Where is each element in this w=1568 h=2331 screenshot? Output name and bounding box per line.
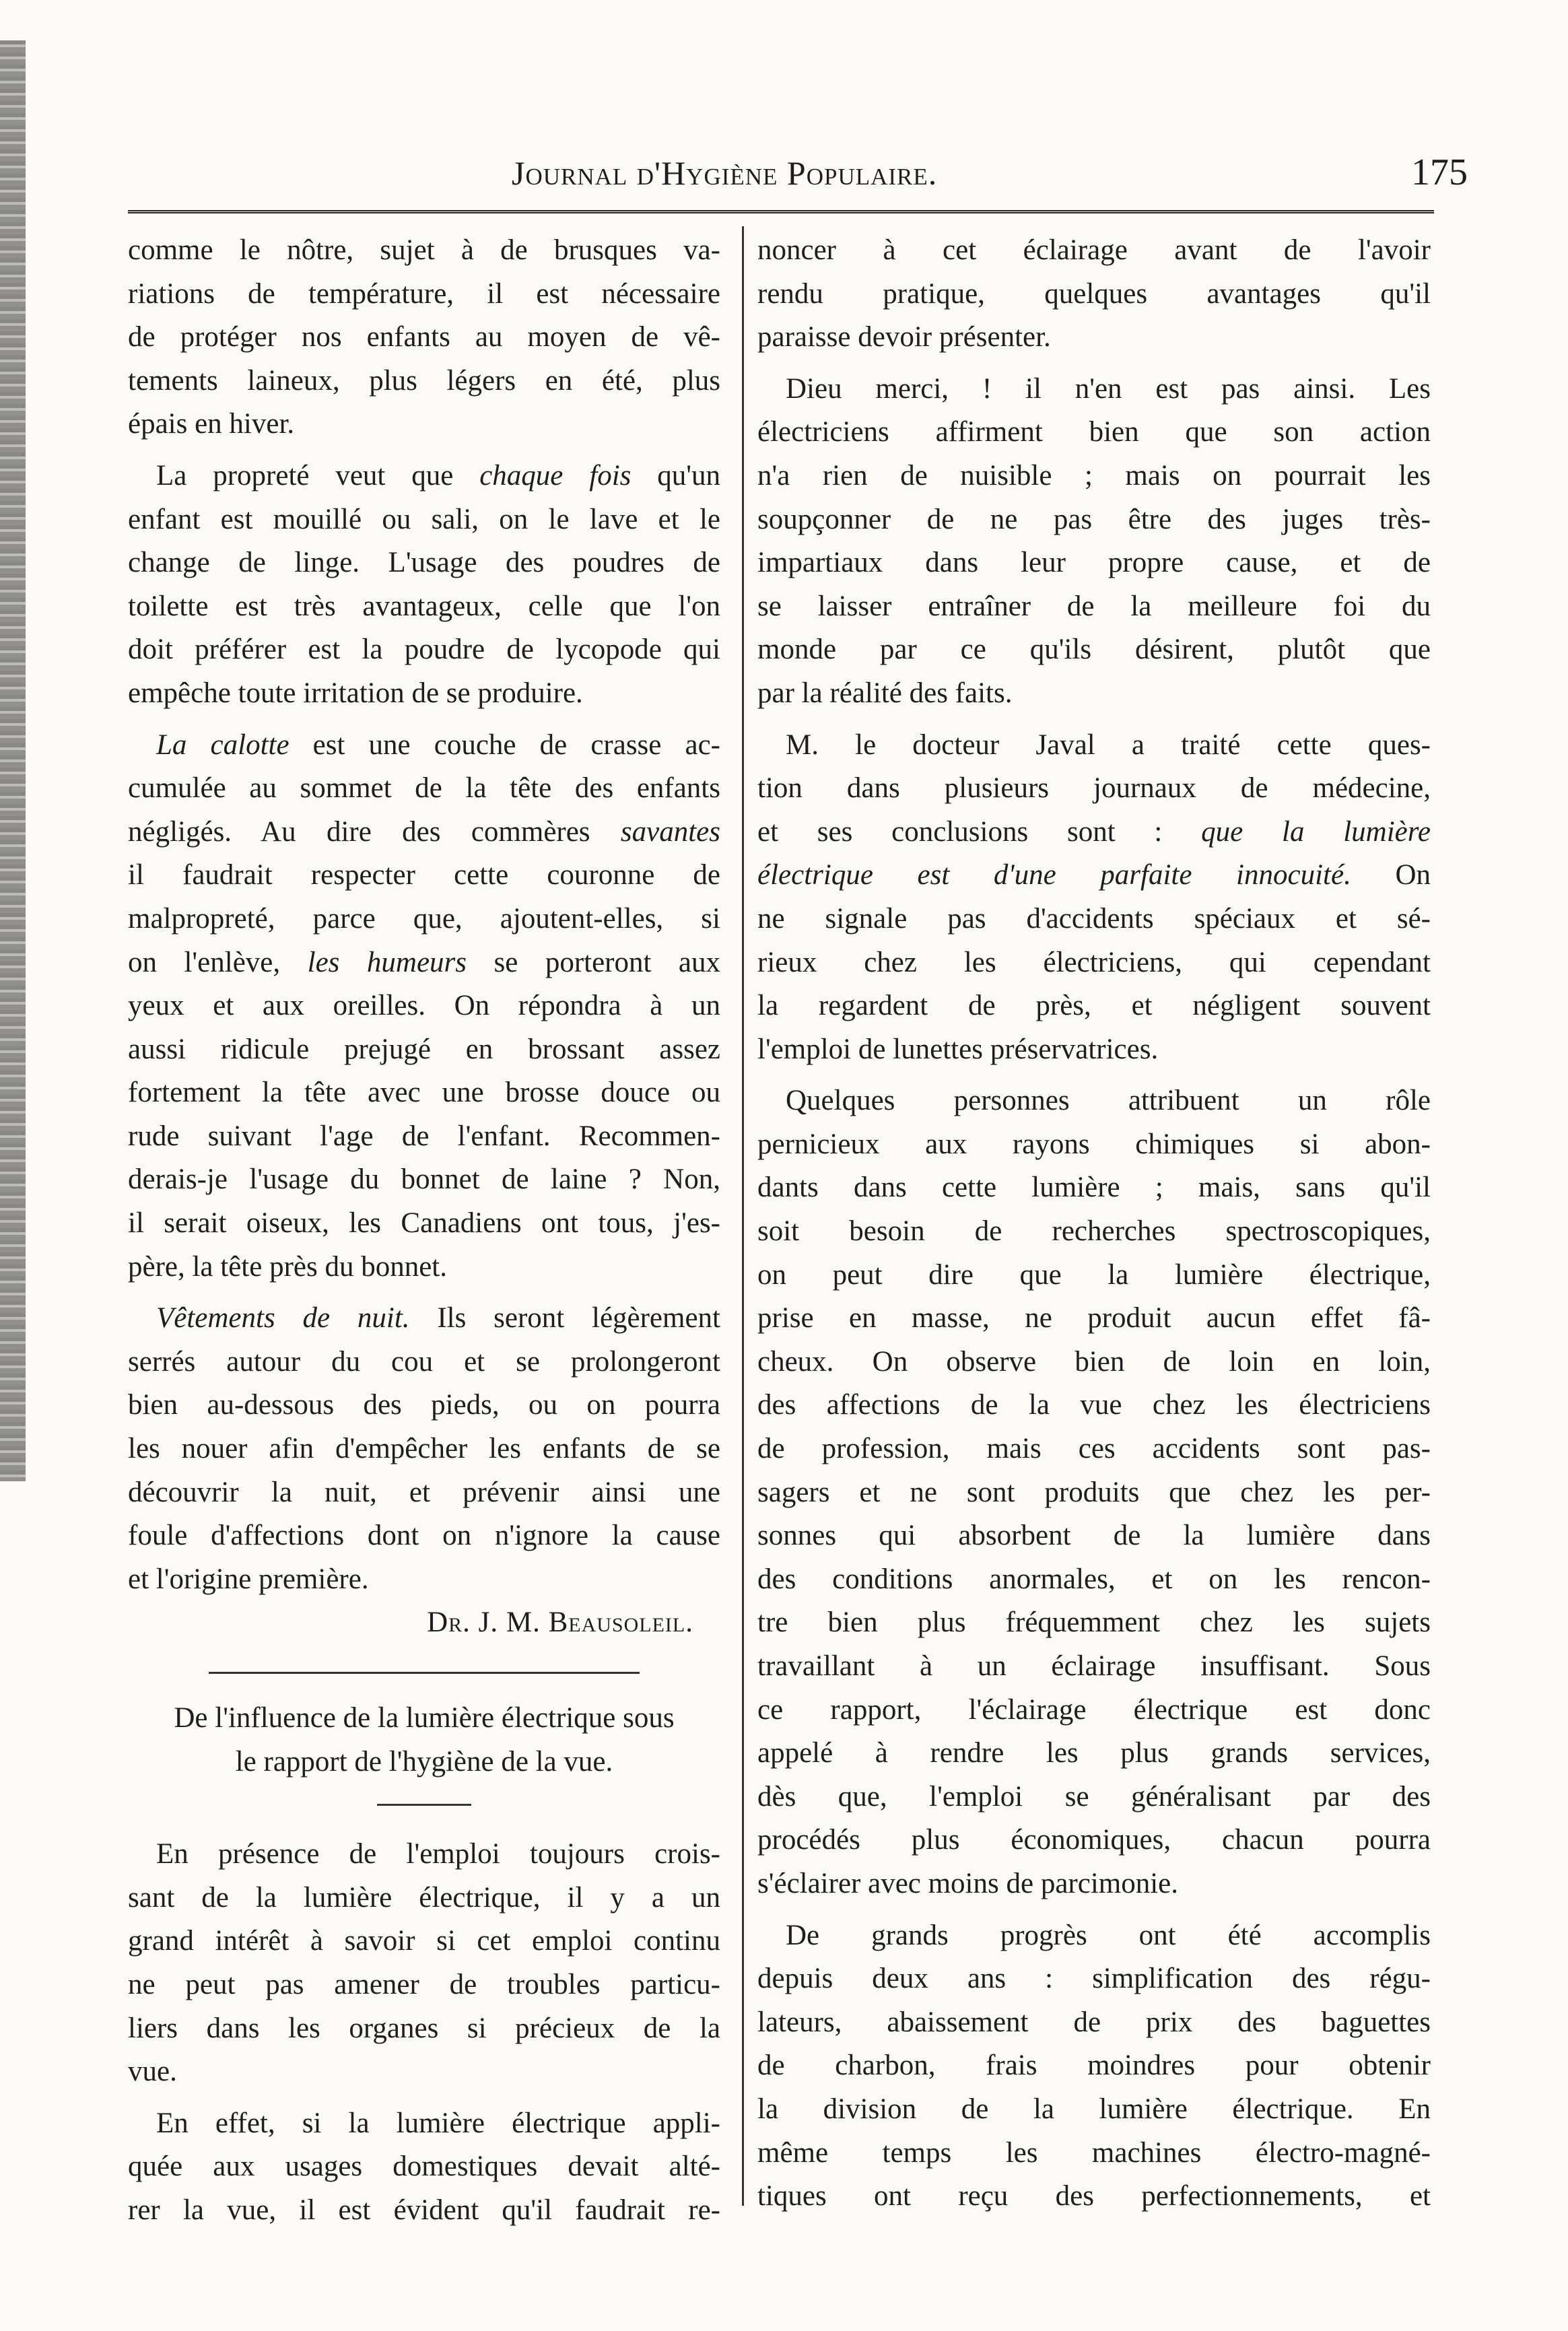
text-line: dès que, l'emploi se généralisant par des <box>757 1780 1431 1813</box>
text-line: se laisser entraîner de la meilleure foi du <box>757 590 1431 622</box>
text-line: doit préférer est la poudre de lycopode qui <box>128 634 720 666</box>
text-line: tion dans plusieurs journaux de médecine, <box>757 772 1431 805</box>
page-number: 175 <box>1411 151 1468 193</box>
text-line: prise en masse, ne produit aucun effet fâ- <box>757 1302 1431 1335</box>
text-line: rer la vue, il est évident qu'il faudrait re- <box>128 2194 720 2226</box>
text-line: monde par ce qu'ils désirent, plutôt que <box>757 634 1431 666</box>
left-column <box>128 229 720 2233</box>
text-line: La propreté veut que chaque fois qu'un <box>156 459 720 492</box>
section-title <box>128 1697 720 1784</box>
text-line: riations de température, il est nécessaire <box>128 277 720 310</box>
text-line: les nouer afin d'empêcher les enfants de se <box>128 1433 720 1465</box>
text-line: malpropreté, parce que, ajoutent-elles, si <box>128 902 720 935</box>
text-line: de profession, mais ces accidents sont pas- <box>757 1433 1431 1465</box>
text-line: rendu pratique, quelques avantages qu'il <box>757 277 1431 310</box>
text-line: La calotte est une couche de crasse ac- <box>156 729 720 761</box>
text-line: électriciens affirment bien que son action <box>757 416 1431 448</box>
text-line: change de linge. L'usage des poudres de <box>128 547 720 579</box>
text-line: l'emploi de lunettes préservatrices. <box>757 1033 1159 1065</box>
text-line: cheux. On observe bien de loin en loin, <box>757 1345 1431 1378</box>
paragraph <box>757 1914 1431 2219</box>
text-line: enfant est mouillé ou sali, on le lave et le <box>128 503 720 535</box>
binding-edge <box>0 40 26 1481</box>
text-line: soit besoin de recherches spectroscopiques, <box>757 1215 1431 1248</box>
text-line: Quelques personnes attribuent un rôle <box>786 1085 1431 1117</box>
paragraph <box>128 229 720 446</box>
text-line: ce rapport, l'éclairage électrique est donc <box>757 1693 1431 1726</box>
text-line: pernicieux aux rayons chimiques si abon- <box>757 1128 1431 1160</box>
text-line: M. le docteur Javal a traité cette ques- <box>786 729 1431 761</box>
section-title-line: le rapport de l'hygiène de la vue. <box>235 1745 613 1778</box>
text-line: yeux et aux oreilles. On répondra à un <box>128 990 720 1022</box>
text-line: impartiaux dans leur propre cause, et de <box>757 547 1431 579</box>
paragraph <box>128 724 720 1289</box>
text-line: travaillant à un éclairage insuffisant. Sous <box>757 1650 1431 1682</box>
text-line: rieux chez les électriciens, qui cependant <box>757 946 1431 978</box>
text-line: de protéger nos enfants au moyen de vê- <box>128 321 720 353</box>
text-line: ne signale pas d'accidents spéciaux et sé- <box>757 902 1431 935</box>
text-line: la regardent de près, et négligent souvent <box>757 990 1431 1022</box>
text-line: quée aux usages domestiques devait alté- <box>128 2151 720 2183</box>
text-line: électrique est d'une parfaite innocuité. On <box>757 859 1431 891</box>
text-line: négligés. Au dire des commères savantes <box>128 815 720 848</box>
text-line: empêche toute irritation de se produire. <box>128 677 583 709</box>
page-header <box>148 151 1468 201</box>
text-line: on peut dire que la lumière électrique, <box>757 1258 1431 1291</box>
text-line: lateurs, abaissement de prix des baguettes <box>757 2006 1431 2038</box>
text-line: même temps les machines électro-magné- <box>757 2136 1431 2169</box>
paragraph <box>757 229 1431 360</box>
text-line: appelé à rendre les plus grands services, <box>757 1737 1431 1769</box>
paragraph <box>757 368 1431 716</box>
text-line: découvrir la nuit, et prévenir ainsi une <box>128 1476 720 1508</box>
text-line: paraisse devoir présenter. <box>757 321 1051 353</box>
text-line: la division de la lumière électrique. En <box>757 2093 1431 2125</box>
text-line: depuis deux ans : simplification des régu- <box>757 1963 1431 1995</box>
text-line: des conditions anormales, et on les rencon- <box>757 1563 1431 1595</box>
text-line: sant de la lumière électrique, il y a un <box>128 1881 720 1914</box>
text-line: il serait oiseux, les Canadiens ont tous, j'es- <box>128 1207 720 1240</box>
section-title-line: De l'influence de la lumière électrique sous <box>174 1702 675 1734</box>
header-rule <box>128 210 1434 213</box>
text-line: procédés plus économiques, chacun pourra <box>757 1824 1431 1856</box>
text-line: tre bien plus fréquemment chez les sujets <box>757 1607 1431 1639</box>
right-column <box>757 229 1431 2219</box>
text-line: sagers et ne sont produits que chez les per- <box>757 1476 1431 1508</box>
title-rule <box>377 1804 471 1806</box>
text-line: père, la tête près du bonnet. <box>128 1250 448 1283</box>
text-line: Dieu merci, ! il n'en est pas ainsi. Les <box>786 372 1431 405</box>
text-line: aussi ridicule prejugé en brossant assez <box>128 1033 720 1065</box>
text-line: noncer à cet éclairage avant de l'avoir <box>757 234 1431 266</box>
text-line: par la réalité des faits. <box>757 677 1013 709</box>
paragraph <box>757 724 1431 1072</box>
text-line: liers dans les organes si précieux de la <box>128 2012 720 2044</box>
paragraph <box>128 1833 720 2094</box>
text-line: ne peut pas amener de troubles particu- <box>128 1968 720 2000</box>
text-line: Vêtements de nuit. Ils seront légèrement <box>156 1302 720 1335</box>
text-line: serrés autour du cou et se prolongeront <box>128 1345 720 1378</box>
text-line: comme le nôtre, sujet à de brusques va- <box>128 234 720 266</box>
text-line: et ses conclusions sont : que la lumière <box>757 815 1431 848</box>
text-line: on l'enlève, les humeurs se porteront aux <box>128 946 721 978</box>
text-line: derais-je l'usage du bonnet de laine ? Non, <box>128 1163 720 1196</box>
text-line: s'éclairer avec moins de parcimonie. <box>757 1867 1178 1899</box>
author-signature: Dr. J. M. Beausoleil. <box>427 1607 693 1639</box>
section-separator <box>209 1672 640 1674</box>
paragraph <box>128 1297 720 1601</box>
text-line: toilette est très avantageux, celle que l'on <box>128 590 720 622</box>
text-line: fortement la tête avec une brosse douce ou <box>128 1077 720 1109</box>
paragraph <box>757 1079 1431 1905</box>
text-line: il faudrait respecter cette couronne de <box>128 859 720 891</box>
text-line: cumulée au sommet de la tête des enfants <box>128 772 720 805</box>
text-line: des affections de la vue chez les électriciens <box>757 1389 1431 1421</box>
running-head: Journal d'Hygiène Populaire. <box>512 154 938 192</box>
text-line: n'a rien de nuisible ; mais on pourrait les <box>757 459 1431 492</box>
text-line: vue. <box>128 2056 177 2088</box>
text-line: dants dans cette lumière ; mais, sans qu'il <box>757 1172 1431 1204</box>
paragraph <box>128 454 720 716</box>
text-line: bien au-dessous des pieds, ou on pourra <box>128 1389 720 1421</box>
text-line: grand intérêt à savoir si cet emploi continu <box>128 1925 720 1957</box>
text-line: de charbon, frais moindres pour obtenir <box>757 2050 1431 2082</box>
text-line: sonnes qui absorbent de la lumière dans <box>757 1520 1431 1552</box>
text-line: tiques ont reçu des perfectionnements, et <box>757 2180 1431 2212</box>
text-line: foule d'affections dont on n'ignore la cause <box>128 1520 720 1552</box>
column-divider <box>742 226 744 2206</box>
paragraph <box>128 2102 720 2233</box>
text-line: tements laineux, plus légers en été, plus <box>128 364 720 397</box>
text-line: et l'origine première. <box>128 1563 369 1595</box>
text-line: En présence de l'emploi toujours crois- <box>156 1838 720 1870</box>
text-line: rude suivant l'age de l'enfant. Recommen- <box>128 1120 720 1152</box>
text-line: En effet, si la lumière électrique appli- <box>156 2107 720 2139</box>
text-line: De grands progrès ont été accomplis <box>786 1919 1431 1951</box>
text-line: soupçonner de ne pas être des juges très- <box>757 503 1431 535</box>
text-line: épais en hiver. <box>128 408 295 440</box>
